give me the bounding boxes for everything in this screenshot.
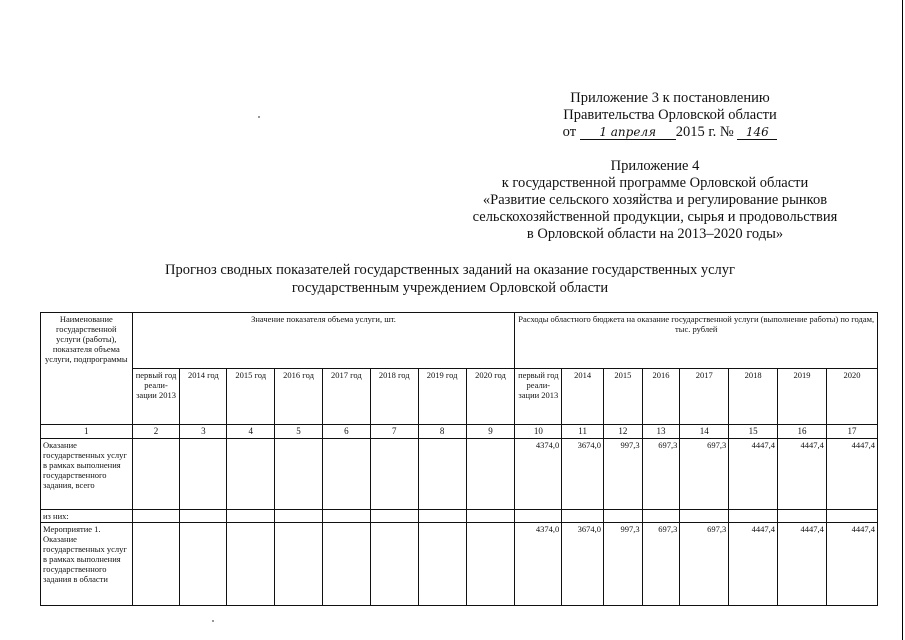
appendix-3-line1: Приложение 3 к постановлению (570, 90, 770, 106)
volume-cell (370, 439, 418, 510)
column-number: 8 (418, 425, 466, 439)
appendix-4-line3: «Развитие сельского хозяйства и регулирование рынков (482, 192, 828, 208)
column-number: 2 (132, 425, 180, 439)
budget-cell: 997,3 (604, 523, 643, 606)
budget-cell (729, 510, 778, 523)
volume-cell (418, 523, 466, 606)
scan-speck (258, 116, 260, 118)
column-number: 14 (680, 425, 729, 439)
header-budget-year: 2014 (562, 369, 604, 425)
budget-cell: 3674,0 (562, 439, 604, 510)
title-line2: государственным учреждением Орловской области (291, 280, 609, 296)
column-number: 6 (322, 425, 370, 439)
column-number: 7 (370, 425, 418, 439)
table-row (41, 523, 878, 606)
budget-cell: 3674,0 (562, 523, 604, 606)
header-budget-year: первый год реали-зации 2013 (515, 369, 562, 425)
budget-cell (562, 510, 604, 523)
appendix-4-line2: к государственной программе Орловской области (501, 175, 809, 191)
volume-cell (132, 523, 180, 606)
volume-cell (132, 510, 180, 523)
header-volume-year: 2018 год (370, 369, 418, 425)
volume-cell (180, 510, 227, 523)
appendix-3-line2: Правительства Орловской области (563, 107, 777, 123)
header-volume-year: 2017 год (322, 369, 370, 425)
budget-cell: 697,3 (642, 439, 680, 510)
title-line1: Прогноз сводных показателей государственных заданий на оказание государственных услуг (165, 262, 735, 278)
column-number: 5 (275, 425, 323, 439)
budget-cell: 4447,4 (826, 439, 877, 510)
row-name: Оказание государственных услуг в рамках выполнения государственного задания, всего (41, 439, 133, 510)
from-label: от (562, 124, 577, 140)
header-volume-year: 2015 год (227, 369, 275, 425)
budget-cell: 697,3 (680, 439, 729, 510)
header-service-name: Наименование государственной услуги (работы), показателя объема услуги, подпрограммы (41, 313, 133, 425)
column-number: 4 (227, 425, 275, 439)
row-name: Мероприятие 1. Оказание государственных услуг в рамках выполнения государственного задания в области (41, 523, 133, 606)
table-row (41, 510, 878, 523)
forecast-table (40, 312, 878, 606)
appendix-3-date-line (470, 124, 870, 141)
column-number: 15 (729, 425, 778, 439)
column-number: 12 (604, 425, 643, 439)
budget-cell: 4374,0 (515, 523, 562, 606)
header-budget-year: 2019 (778, 369, 827, 425)
budget-cell (778, 510, 827, 523)
column-number: 13 (642, 425, 680, 439)
appendix-4-block (430, 158, 880, 243)
volume-cell (466, 510, 515, 523)
budget-cell: 997,3 (604, 439, 643, 510)
budget-cell (642, 510, 680, 523)
header-volume-year: 2016 год (275, 369, 323, 425)
volume-cell (322, 523, 370, 606)
header-budget-year: 2015 (604, 369, 643, 425)
volume-cell (180, 439, 227, 510)
volume-cell (227, 439, 275, 510)
header-volume-group: Значение показателя объема услуги, шт. (132, 313, 515, 369)
budget-cell (826, 510, 877, 523)
appendix-4-line1: Приложение 4 (610, 158, 700, 174)
column-number: 9 (466, 425, 515, 439)
volume-cell (418, 510, 466, 523)
header-budget-group: Расходы областного бюджета на оказание государственной услуги (выполнение работы) по годам, тыс. рублей (515, 313, 878, 369)
column-number: 17 (826, 425, 877, 439)
budget-cell (680, 510, 729, 523)
header-volume-year: первый год реали-зации 2013 (132, 369, 180, 425)
volume-cell (322, 510, 370, 523)
handwritten-number: 146 (737, 125, 777, 140)
budget-cell: 4447,4 (729, 439, 778, 510)
budget-cell: 4447,4 (729, 523, 778, 606)
column-number: 10 (515, 425, 562, 439)
header-budget-year: 2016 (642, 369, 680, 425)
budget-cell (515, 510, 562, 523)
volume-cell (418, 439, 466, 510)
budget-cell: 697,3 (642, 523, 680, 606)
table-row (41, 439, 878, 510)
volume-cell (466, 523, 515, 606)
column-number: 1 (41, 425, 133, 439)
appendix-4-line5: в Орловской области на 2013–2020 годы» (526, 226, 784, 242)
volume-cell (370, 510, 418, 523)
header-budget-year: 2018 (729, 369, 778, 425)
budget-cell: 697,3 (680, 523, 729, 606)
scan-speck (212, 620, 214, 622)
handwritten-date: 1 апреля (580, 125, 676, 140)
header-volume-year: 2014 год (180, 369, 227, 425)
budget-cell: 4374,0 (515, 439, 562, 510)
volume-cell (466, 439, 515, 510)
row-name: из них: (41, 510, 133, 523)
appendix-3-block (470, 90, 870, 141)
volume-cell (275, 439, 323, 510)
volume-cell (227, 510, 275, 523)
scan-edge (902, 0, 903, 640)
year-number-label: 2015 г. № (675, 124, 734, 140)
budget-cell: 4447,4 (778, 439, 827, 510)
header-budget-year: 2017 (680, 369, 729, 425)
budget-cell (604, 510, 643, 523)
volume-cell (275, 523, 323, 606)
volume-cell (275, 510, 323, 523)
volume-cell (180, 523, 227, 606)
budget-cell: 4447,4 (778, 523, 827, 606)
volume-cell (132, 439, 180, 510)
document-title (120, 261, 780, 297)
volume-cell (227, 523, 275, 606)
column-number: 11 (562, 425, 604, 439)
column-number: 3 (180, 425, 227, 439)
header-volume-year: 2020 год (466, 369, 515, 425)
appendix-4-line4: сельскохозяйственной продукции, сырья и продовольствия (472, 209, 838, 225)
volume-cell (370, 523, 418, 606)
column-number: 16 (778, 425, 827, 439)
budget-cell: 4447,4 (826, 523, 877, 606)
header-budget-year: 2020 (826, 369, 877, 425)
volume-cell (322, 439, 370, 510)
header-volume-year: 2019 год (418, 369, 466, 425)
